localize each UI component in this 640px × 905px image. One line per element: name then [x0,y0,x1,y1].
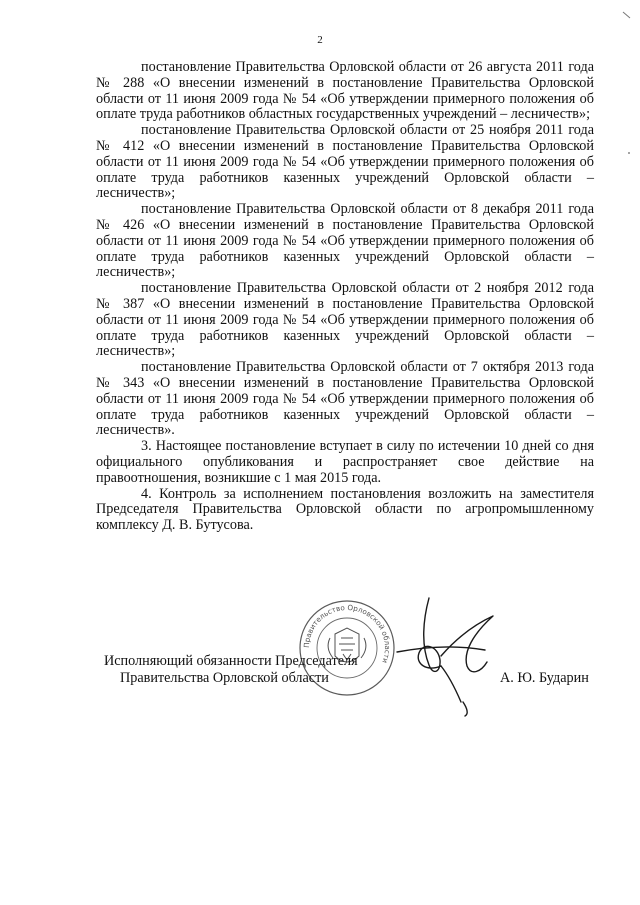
scan-edge-mark-icon [626,150,632,156]
paragraph-clause-3: 3. Настоящее постановление вступает в силу по истечении 10 дней со дня официального опубликования и распространяет свое действие на правоотношения, возникшие с 1 мая 2015 года. [96,438,594,486]
paragraph-clause-4: 4. Контроль за исполнением постановления возложить на заместителя Председателя Правительства Орловской области по агропромышленному комплексу Д. В. Бутусова. [96,485,594,534]
paragraph-resolution-426: постановление Правительства Орловской области от 8 декабря 2011 года № 426 «О внесении изменений в постановление Правительства Орловской области от 11 июня 2009 года № 54 «Об утверждении примерного положения об оплате труда работников казенных учреждений Орловской области – лесничеств»; [96,201,594,281]
signature-block [0,642,640,722]
signatory-name: А. Ю. Бударин [500,670,589,686]
paragraph-resolution-412: постановление Правительства Орловской области от 25 ноября 2011 года № 412 «О внесении изменений в постановление Правительства Орловской области от 11 июня 2009 года № 54 «Об утверждении примерного положения об оплате труда работников казенных учреждений Орловской области – лесничеств»; [96,122,594,202]
page-number: 2 [317,34,323,46]
seal-ring-text: Правительство Орловской области [301,602,393,665]
paragraph-resolution-387: постановление Правительства Орловской области от 2 ноября 2012 года № 387 «О внесении изменений в постановление Правительства Орловской области от 11 июня 2009 года № 54 «Об утверждении примерного положения об оплате труда работников казенных учреждений Орловской области – лесничеств»; [96,280,594,360]
paragraph-resolution-343: постановление Правительства Орловской области от 7 октября 2013 года № 343 «О внесении изменений в постановление Правительства Орловской области от 11 июня 2009 года № 54 «Об утверждении примерного положения об оплате труда работников казенных учреждений Орловской области – лесничеств». [96,359,594,439]
scan-edge-mark-icon [622,10,634,20]
signatory-position-line2: Правительства Орловской области [120,670,329,686]
document-body [96,60,594,534]
signatory-position-line1: Исполняющий обязанности Председателя [104,653,358,669]
paragraph-resolution-288: постановление Правительства Орловской области от 26 августа 2011 года № 288 «О внесении изменений в постановление Правительства Орловской области от 11 июня 2009 года № 54 «Об утверждении примерного положения об оплате труда работников областных государственных учреждений – лесничеств»; [96,59,594,123]
